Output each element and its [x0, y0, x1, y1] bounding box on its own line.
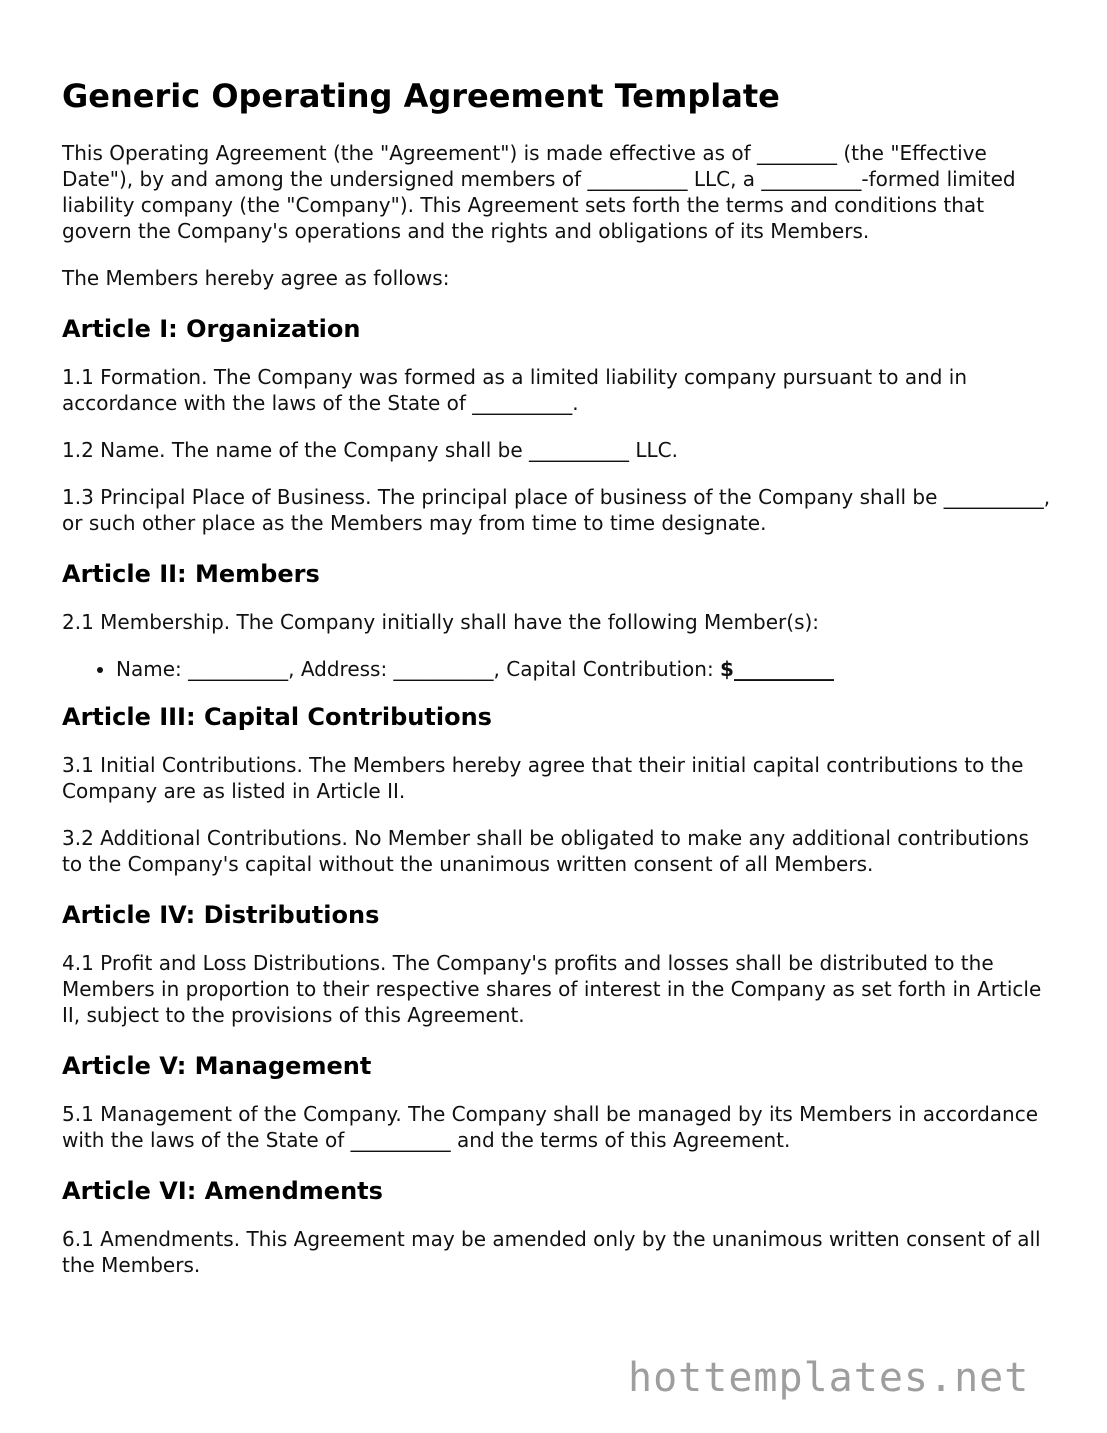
section-2-1: 2.1 Membership. The Company initially shall have the following Member(s):: [62, 610, 820, 634]
member-list: [62, 656, 1052, 682]
section-1-1: 1.1 Formation. The Company was formed as a limited liability company pursuant to and in accordance with the laws of the State of __________.: [62, 365, 968, 415]
article-2-heading: Article II: Members: [62, 560, 320, 588]
section-3-2: 3.2 Additional Contributions. No Member shall be obligated to make any additional contributions to the Company's capital without the unanimous written consent of all Members.: [62, 826, 1029, 876]
section-5-1: 5.1 Management of the Company. The Company shall be managed by its Members in accordance with the laws of the State of __________ and the terms of this Agreement.: [62, 1102, 1039, 1152]
article-6-heading: Article VI: Amendments: [62, 1177, 383, 1205]
article-3-heading: Article III: Capital Contributions: [62, 703, 492, 731]
section-3-1: 3.1 Initial Contributions. The Members hereby agree that their initial capital contributions to the Company are as listed in Article II.: [62, 753, 1024, 803]
agree-paragraph: The Members hereby agree as follows:: [62, 266, 450, 290]
article-5-heading: Article V: Management: [62, 1052, 372, 1080]
watermark: hottemplates.net: [628, 1355, 1030, 1401]
list-item: [116, 656, 1052, 682]
section-1-2: 1.2 Name. The name of the Company shall be __________ LLC.: [62, 438, 678, 462]
article-1-heading: Article I: Organization: [62, 315, 361, 343]
article-4-heading: Article IV: Distributions: [62, 901, 380, 929]
capital-contribution-blank: $__________: [720, 657, 834, 681]
page-title: Generic Operating Agreement Template: [62, 77, 780, 115]
document-page: [62, 72, 1052, 1299]
section-1-3: 1.3 Principal Place of Business. The principal place of business of the Company shall be __________, or such other place as the Members may from time to time designate.: [62, 485, 1051, 535]
section-4-1: 4.1 Profit and Loss Distributions. The Company's profits and losses shall be distributed to the Members in proportion to their respective shares of interest in the Company as set forth in Article II, subject to the provisions of this Agreement.: [62, 951, 1042, 1027]
member-details: Name: __________, Address: __________, Capital Contribution:: [116, 657, 721, 681]
intro-paragraph: This Operating Agreement (the "Agreement") is made effective as of ________ (the "Effective Date"), by and among the undersigned members of __________ LLC, a __________-formed limited liability company (the "Company"). This Agreement sets forth the terms and conditions that govern the Company's operations and the rights and obligations of its Members.: [62, 141, 1016, 243]
section-6-1: 6.1 Amendments. This Agreement may be amended only by the unanimous written consent of all the Members.: [62, 1227, 1041, 1277]
